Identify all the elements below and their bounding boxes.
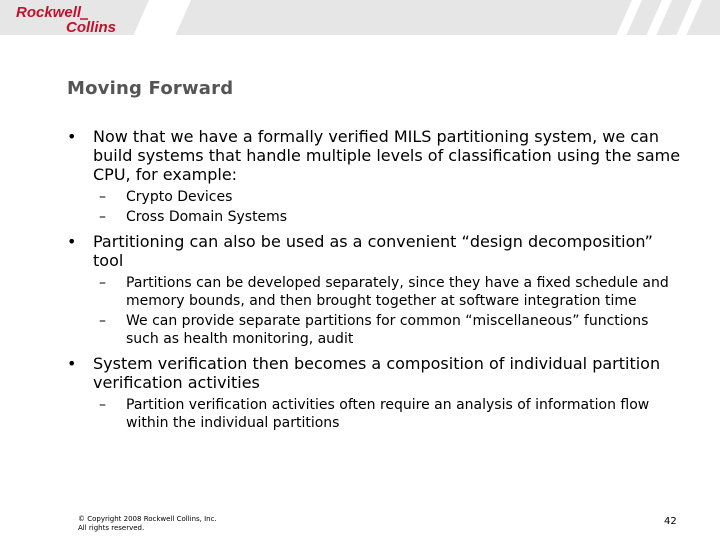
header-band — [0, 0, 720, 35]
sub-marker: – — [99, 397, 106, 413]
page-number: 42 — [664, 516, 677, 527]
bullet-marker: • — [67, 127, 77, 146]
sub-text: Partitions can be developed separately, since they have a fixed schedule and memory bounds, and then brought together at software integration time — [126, 275, 669, 309]
logo-line1: Rockwell — [16, 4, 82, 21]
bullet-item — [65, 354, 685, 392]
sub-text: Partition verification activities often require an analysis of information flow within the individual partitions — [126, 397, 650, 431]
sub-item — [65, 208, 685, 226]
sub-marker: – — [99, 209, 106, 225]
header-stripe — [615, 0, 643, 35]
sub-text: Cross Domain Systems — [126, 209, 288, 225]
bullet-item — [65, 127, 685, 184]
sub-marker: – — [99, 189, 106, 205]
logo-line2: Collins — [66, 19, 117, 33]
slide-body — [65, 127, 685, 438]
rights-line: All rights reserved. — [78, 524, 145, 532]
sub-list — [65, 188, 685, 226]
sub-marker: – — [99, 275, 106, 291]
header-stripe — [645, 0, 673, 35]
bullet-marker: • — [67, 232, 77, 251]
sub-list — [65, 396, 685, 432]
slide-title: Moving Forward — [67, 78, 234, 99]
sub-item — [65, 274, 685, 310]
copyright-notice — [78, 515, 217, 533]
bullet-text: Now that we have a formally verified MILS partitioning system, we can build systems that handle multiple levels of classification using the same CPU, for example: — [93, 127, 681, 184]
copyright-line: © Copyright 2008 Rockwell Collins, Inc. — [78, 515, 217, 523]
bullet-item — [65, 232, 685, 270]
sub-text: Crypto Devices — [126, 189, 233, 205]
bullet-marker: • — [67, 354, 77, 373]
sub-list — [65, 274, 685, 348]
bullet-text: System verification then becomes a composition of individual partition verification activities — [93, 354, 661, 392]
sub-item — [65, 312, 685, 348]
sub-item — [65, 396, 685, 432]
rockwell-collins-logo — [16, 3, 146, 33]
sub-item — [65, 188, 685, 206]
bullet-text: Partitioning can also be used as a convenient “design decomposition” tool — [93, 232, 653, 270]
sub-marker: – — [99, 313, 106, 329]
sub-text: We can provide separate partitions for common “miscellaneous” functions such as health monitoring, audit — [126, 313, 649, 347]
header-stripe — [675, 0, 703, 35]
